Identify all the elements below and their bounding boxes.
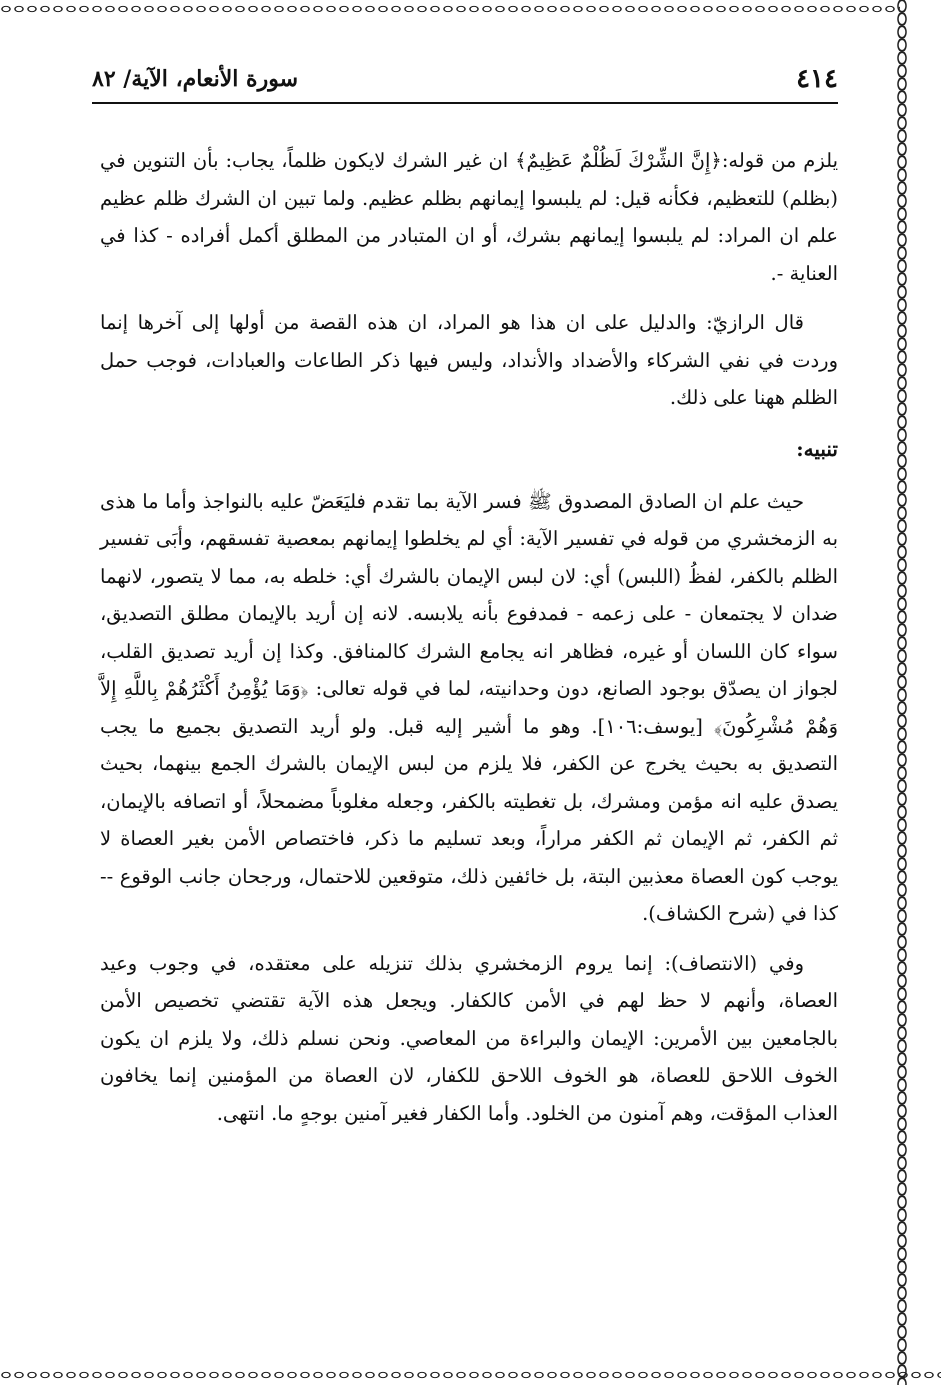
section-heading: تنبيه: [796, 436, 838, 461]
paragraph-3: حيث علم ان الصادق المصدوق ﷺ فسر الآية بما تقدم فليَعَضّ عليه بالنواجذ وأما ما هذى به الزمخشري من قوله في تفسير الآية: أي لم يخلطوا إيمانهم بمعصية تفسقهم، وأبَى تفسير الظلم بالكفر، لفظُ (اللبس) أي: لان لبس الإيمان بالشرك أي: خلطه به، مما لا يتصور، لانهما ضدان لا يجتمعان - على زعمه - فمدفوع بأنه يلابسه. لانه إن أريد بالإيمان مطلق التصديق، سواء كان اللسان أو غيره، فظاهر انه يجامع الشرك كالمنافق. وكذا إن أريد تصديق القلب، لجواز ان يصدّق بوجود الصانع، دون وحدانيته، لما في قوله تعالى: ﴿وَمَا يُؤْمِنُ أَكْثَرُهُمْ بِاللَّهِ إِلاَّ وَهُمْ مُشْرِكُونَ﴾ [يوسف:١٠٦]. وهو ما أشير إليه قبل. ولو أريد التصديق بجميع ما يجب التصديق به بحيث يخرج عن الكفر، فلا يلزم من لبس الإيمان بالشرك الجمع بينهما، بحيث يصدق عليه انه مؤمن ومشرك، بل تغطيته بالكفر، وجعله مغلوباً مضمحلاً، أو اتصافه بالإيمان، ثم الكفر، ثم الإيمان ثم الكفر مراراً، وبعد تسليم ما ذكر، فاختصاص الأمن بغير العصاة لا يوجب كون العصاة معذبين البتة، بل خائفين ذلك، متوقعين للاحتمال، ورجحان جانب الوقوع -- كذا في (شرح الكشاف). [100, 489, 839, 925]
paragraph-2: قال الرازيّ: والدليل على ان هذا هو المراد، ان هذه القصة من أولها إلى آخرها إنما وردت في نفي الشركاء والأضداد والأنداد، وليس فيها ذكر الطاعات والعبادات، فوجب حمل الظلم ههنا على ذلك. [100, 311, 838, 409]
running-title: سورة الأنعام، الآية/ ٨٢ [92, 66, 298, 92]
page-number: ٤١٤ [796, 64, 838, 94]
page-body [100, 142, 838, 1132]
bottom-border-ornament [0, 1366, 941, 1384]
right-border-ornament [892, 0, 912, 1385]
page-header [92, 62, 838, 104]
paragraph-4: وفي (الانتصاف): إنما يروم الزمخشري بذلك تنزيله على معتقده، في وجوب وعيد العصاة، وأنهم لا حظ لهم في الأمن كالكفار. ويجعل هذه الآية تقتضي تخصيص الأمن بالجامعين بين الأمرين: الإيمان والبراءة من المعاصي. ونحن نسلم ذلك، ولا يلزم ان يكون الخوف اللاحق للعصاة، هو الخوف اللاحق للكفار، لان العصاة من المؤمنين إنما يخافون العذاب المؤقت، وهم آمنون من الخلود. وأما الكفار فغير آمنين بوجهٍ ما. انتهى. [100, 951, 838, 1125]
top-border-ornament [0, 0, 900, 18]
paragraph-1: يلزم من قوله:﴿إِنَّ الشِّرْكَ لَظُلْمٌ عَظِيمٌ﴾ ان غير الشرك لايكون ظلماً، يجاب: بأن التنوين في (بظلم) للتعظيم، فكأنه قيل: لم يلبسوا إيمانهم بظلم عظيم. ولما تبين ان الشرك ظلم عظيم علم ان المراد: لم يلبسوا إيمانهم بشرك، أو ان المتبادر من المطلق أكمل أفراده - كذا في العناية -. [100, 149, 838, 285]
